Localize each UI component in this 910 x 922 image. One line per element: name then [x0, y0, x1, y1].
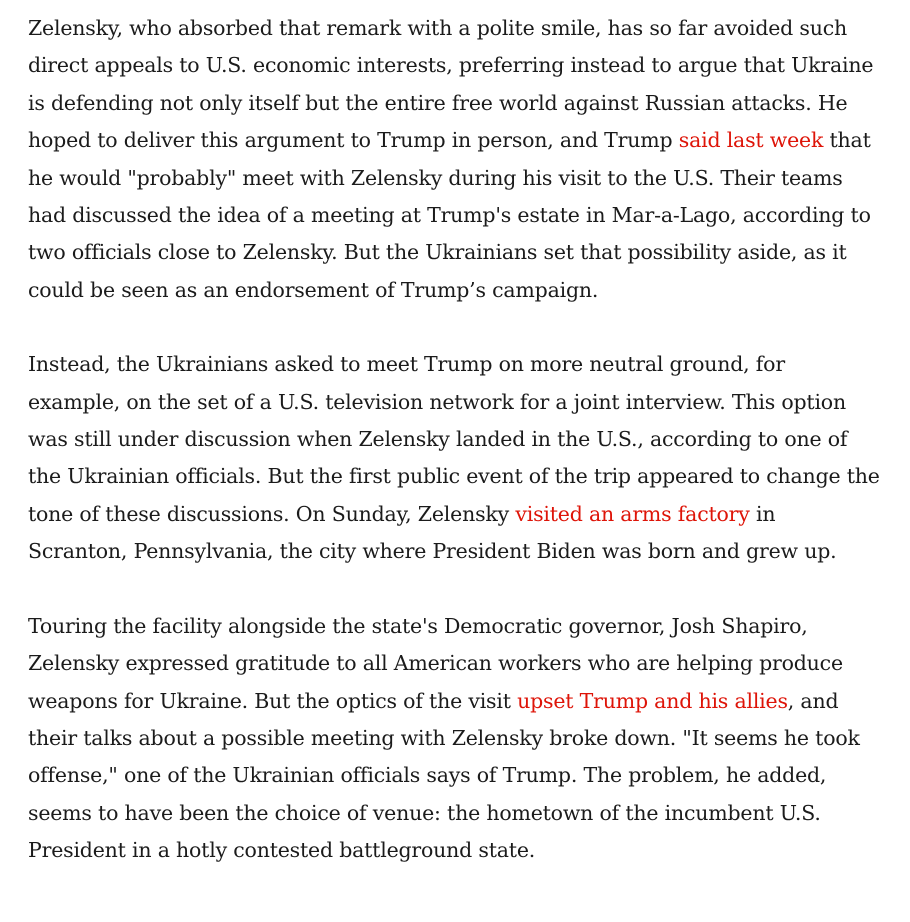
paragraph: [28, 346, 880, 570]
article-paragraphs: [28, 10, 882, 870]
paragraph-text: Instead, the Ukrainians asked to meet Trump on more neutral ground, for example, on the set of a U.S. television network for a joint interview. This option was still under discussion when Zelensky landed in the U.S., according to one of the Ukrainian officials. But the first public event of the trip appeared to change the tone of these discussions. On Sunday, Zelensky: [28, 352, 880, 526]
paragraph-text: in Scranton, Pennsylvania, the city where President Biden was born and grew up.: [28, 501, 837, 564]
paragraph: [28, 608, 880, 870]
inline-link[interactable]: said last week: [678, 128, 824, 153]
inline-link[interactable]: upset Trump and his allies: [517, 688, 788, 713]
paragraph: [28, 10, 880, 309]
paragraph-text: Zelensky, who absorbed that remark with a polite smile, has so far avoided such direct appeals to U.S. economic interests, preferring instead to argue that Ukraine is defending not only itself but the entire free world against Russian attacks. He hoped to deliver this argument to Trump in person, and Trump: [28, 16, 874, 153]
paragraph-text: Touring the facility alongside the state's Democratic governor, Josh Shapiro, Zelensky expressed gratitude to all American workers who are helping produce weapons for Ukraine. But the optics of the visit: [28, 613, 843, 713]
paragraph-text: , and their talks about a possible meeting with Zelensky broke down. "It seems he took offense," one of the Ukrainian officials says of Trump. The problem, he added, seems to have been the choice of venue: the hometown of the incumbent U.S. President in a hotly contested battleground state.: [28, 688, 860, 863]
inline-link[interactable]: visited an arms factory: [515, 501, 750, 526]
paragraph-text: that he would "probably" meet with Zelensky during his visit to the U.S. Their teams had discussed the idea of a meeting at Trump's estate in Mar-a-Lago, according to two officials close to Zelensky. But the Ukrainians set that possibility aside, as it could be seen as an endorsement of Trump’s campaign.: [28, 128, 871, 302]
